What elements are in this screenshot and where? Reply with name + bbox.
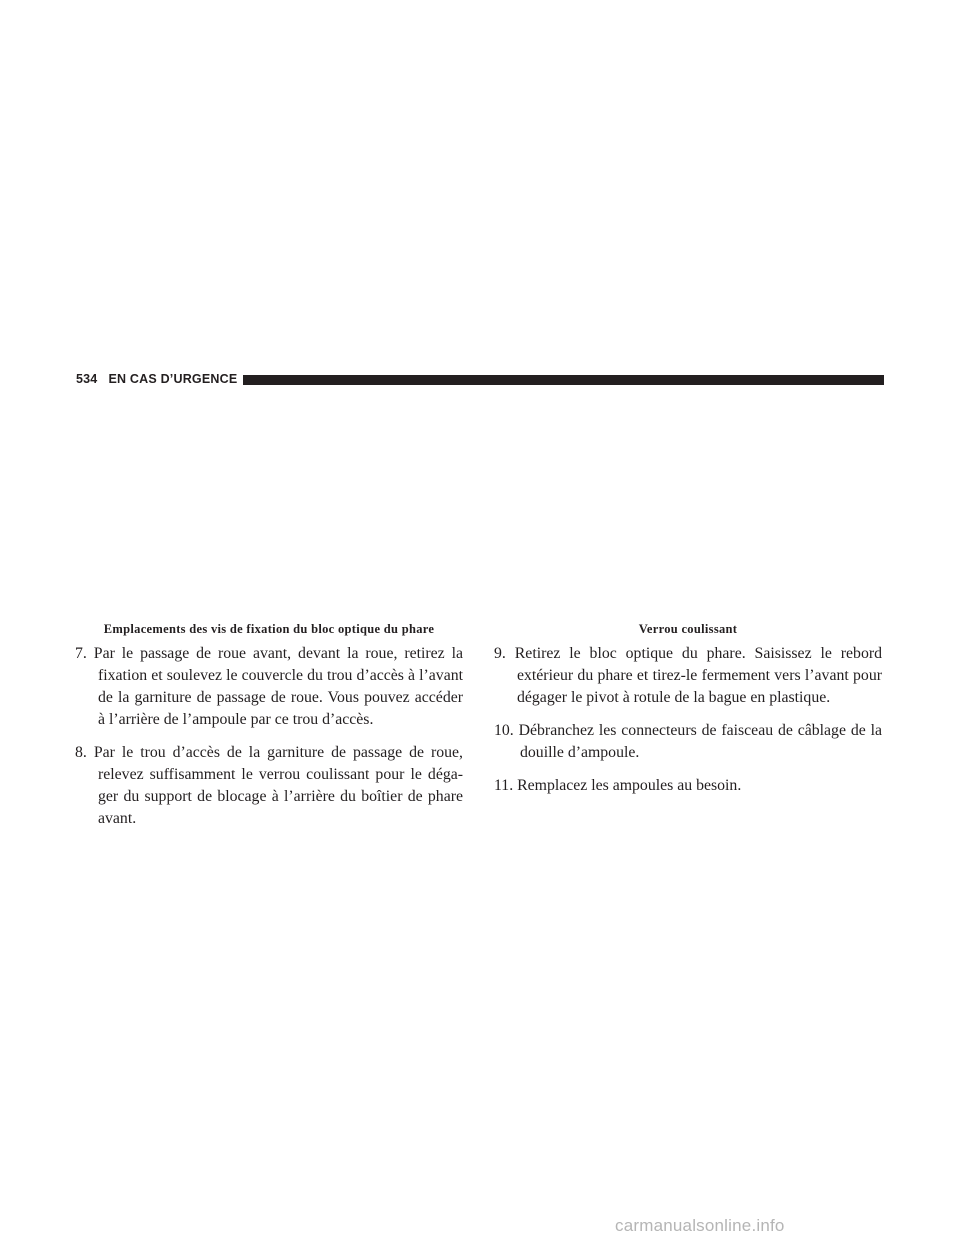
- step-item: [494, 775, 882, 797]
- step-text: Par le passage de roue avant, devant la roue, retirez la fixation et soulevez le couvercle du trou d’accès à l’avant de la garniture de passage de roue. Vous pouvez accéder à l’arrière de l’ampoule par ce trou d’accès.: [93, 645, 463, 728]
- right-column: [494, 622, 882, 808]
- site-watermark: carmanualsonline.info: [615, 1216, 785, 1235]
- step-text: Par le trou d’accès de la garniture de passage de roue, relevez suffisamment le verrou coulissant pour le déga- ger du support de blocage à l’arrière du boîtier de phare avant.: [93, 744, 463, 827]
- header-rule: [243, 375, 884, 385]
- step-item: [75, 742, 463, 830]
- step-item: [494, 720, 882, 764]
- step-text: Remplacez les ampoules au besoin.: [517, 777, 742, 794]
- steps-list-right: [494, 643, 882, 797]
- step-number: 8.: [75, 744, 87, 761]
- step-number: 9.: [494, 645, 506, 662]
- steps-list-left: [75, 643, 463, 830]
- page-number: 534: [76, 372, 98, 386]
- step-number: 7.: [75, 645, 87, 662]
- step-text: Débranchez les connecteurs de faisceau de câblage de la douille d’ampoule.: [518, 722, 882, 761]
- step-text: Retirez le bloc optique du phare. Saisissez le rebord extérieur du phare et tirez-le fermement vers l’avant pour dégager le pivot à rotule de la bague en plastique.: [514, 645, 882, 706]
- step-item: [494, 643, 882, 709]
- figure-caption-right: Verrou coulissant: [638, 622, 738, 636]
- page-header: [76, 371, 884, 387]
- section-title: EN CAS D’URGENCE: [108, 372, 238, 386]
- figure-caption-left: Emplacements des vis de fixation du bloc optique du phare: [103, 622, 435, 636]
- step-number: 10.: [494, 722, 514, 739]
- left-column: [75, 622, 463, 841]
- step-number: 11.: [494, 777, 514, 794]
- step-item: [75, 643, 463, 731]
